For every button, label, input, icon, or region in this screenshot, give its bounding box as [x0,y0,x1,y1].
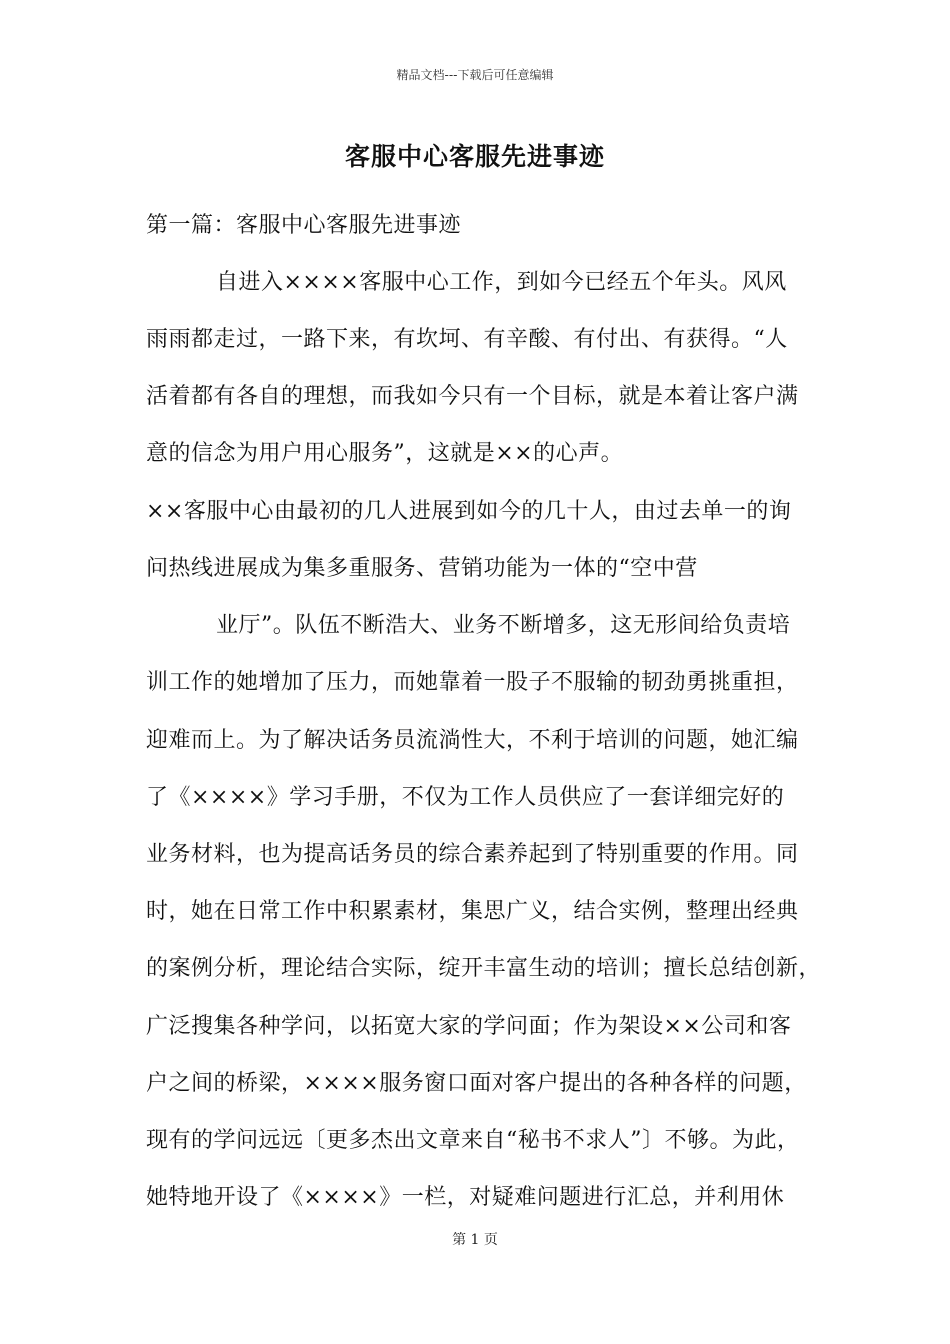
paragraph-line: 户之间的桥梁，××××服务窗口面对客户提出的各种各样的问题， [146,1071,807,1096]
document-title: 客服中心客服先进事迹 [344,142,605,171]
paragraph-line: 她特地开设了《××××》一栏，对疑难问题进行汇总，并利用休 [146,1185,785,1210]
paragraph-line: 的案例分析，理论结合实际，绽开丰富生动的培训；擅长总结创新， [146,956,822,981]
paragraph-line: 业厅”。队伍不断浩大、业务不断增多，这无形间给负责培 [216,613,791,638]
paragraph-line: 业务材料，也为提高话务员的综合素养起到了特别重要的作用。同 [146,842,799,867]
paragraph-line: ××客服中心由最初的几人进展到如今的几十人，由过去单一的询 [146,499,792,524]
paragraph-line: 迎难而上。为了解决话务员流淌性大，不利于培训的问题，她汇编 [146,728,799,753]
paragraph-line: 雨雨都走过，一路下来，有坎坷、有辛酸、有付出、有获得。“人 [146,327,788,352]
paragraph-line: 意的信念为用户用心服务”，这就是××的心声。 [146,441,624,466]
paragraph-line: 自进入××××客服中心工作，到如今已经五个年头。风风 [216,270,787,295]
paragraph-line: 训工作的她增加了压力，而她靠着一股子不服输的韧劲勇挑重担， [146,670,799,695]
paragraph-line: 问热线进展成为集多重服务、营销功能为一体的“空中营 [146,556,698,581]
paragraph-line: 现有的学问远远〔更多杰出文章来自“秘书不求人”〕不够。为此， [146,1128,800,1153]
page-number: 第 1 页 [452,1232,498,1248]
paragraph-line: 广泛搜集各种学问，以拓宽大家的学问面；作为架设××公司和客 [146,1014,792,1039]
paragraph-line: 时，她在日常工作中积累素材，集思广义，结合实例，整理出经典 [146,899,799,924]
page-header-note: 精品文档---下载后可任意编辑 [396,68,554,82]
paragraph-line: 了《××××》学习手册，不仅为工作人员供应了一套详细完好的 [146,785,785,810]
section-heading: 第一篇：客服中心客服先进事迹 [146,213,462,238]
paragraph-line: 活着都有各自的理想，而我如今只有一个目标，就是本着让客户满 [146,384,799,409]
